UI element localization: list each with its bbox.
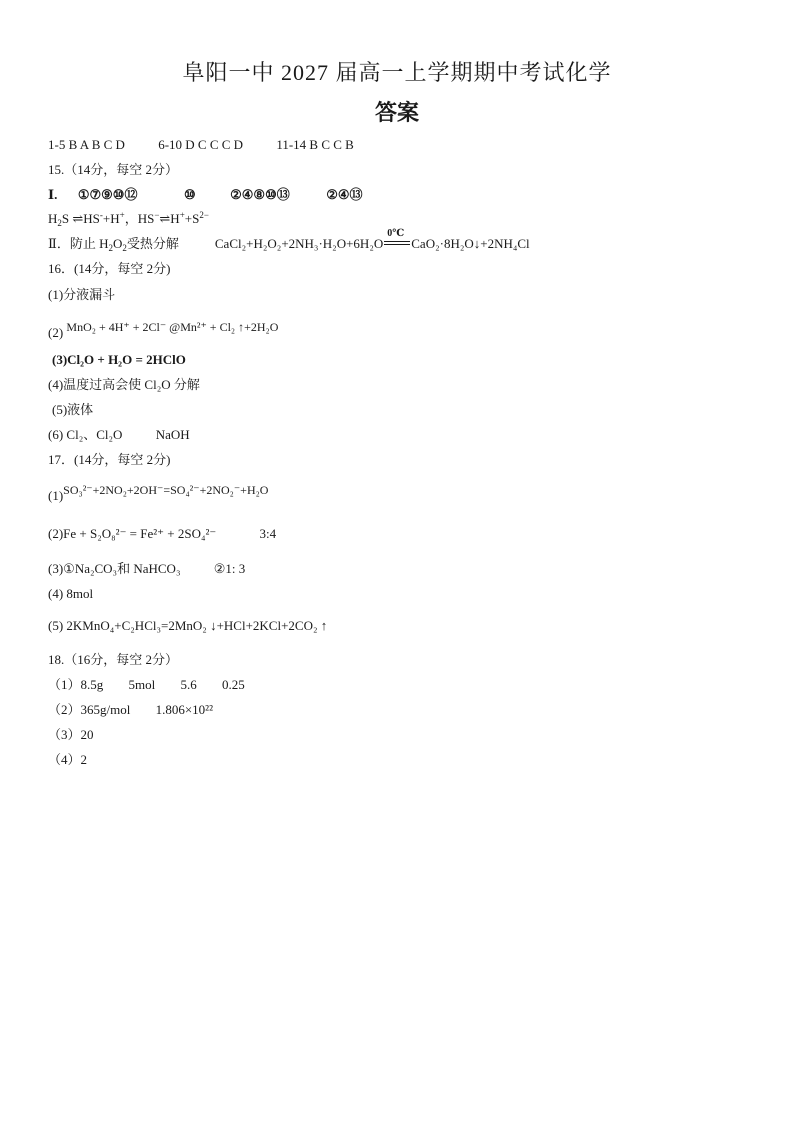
- ion-s-eq: S ⇌HS: [61, 211, 100, 226]
- q17-part5: (5) 2KMnO₄+C₂HCl₃=2MnO₂ ↓+HCl+2KCl+2CO₂ ↑: [48, 618, 328, 633]
- q16-part3: (3)Cl₂O + H₂O = 2HClO: [52, 352, 186, 367]
- mcq-group-2: 6-10 D C C C D: [158, 137, 244, 152]
- ion-h: H: [48, 211, 58, 226]
- mcq-group-3: 11-14 B C C B: [276, 137, 354, 152]
- q17-p3-b: ②1: 3: [213, 561, 246, 576]
- q15-answer-1: ①⑦⑨⑩⑫: [77, 187, 138, 202]
- ion-plus-h: +H: [102, 211, 120, 226]
- q15-answer-4: ②④⑬: [326, 187, 363, 202]
- q15-roman2-text: 受热分解: [126, 236, 179, 251]
- q17-part1: [48, 482, 269, 503]
- q17-part3: [48, 561, 245, 577]
- q18-header: 18.（16分，每空 2分）: [48, 652, 179, 667]
- q18-part2: [48, 702, 213, 718]
- q15-roman2-o: O: [112, 236, 123, 251]
- q17-part2: [48, 526, 276, 542]
- q15-ionization: $H_2S$ ⇌HS-+H+，$HS^-\rightleftharpoons H^++S^{2-}$: [48, 210, 209, 228]
- q17-header: 17．(14分，每空 2分): [48, 452, 171, 467]
- q16-p2-equation: MnO₂ + 4H⁺ + 2Cl⁻ @Mn²⁺ + Cl₂ ↑+2H₂O: [66, 320, 279, 334]
- q16-p6-a: (6) Cl₂、Cl₂O: [48, 427, 123, 442]
- q17-p2-equation: (2)Fe + S₂O₈²⁻ = Fe²⁺ + 2SO₄²⁻: [48, 526, 217, 541]
- q18-p2-a: （2）365g/mol: [48, 702, 131, 717]
- q15-part1: [48, 187, 363, 203]
- q16-part2: [48, 319, 279, 340]
- q15-roman1: Ⅰ.: [48, 187, 58, 202]
- q16-part1: (1)分液漏斗: [48, 287, 116, 302]
- q17-p3-a: (3)①Na₂CO₃和 NaHCO₃: [48, 561, 181, 576]
- q18-p1-c: 5.6: [180, 677, 197, 692]
- mcq-group-1: 1-5 B A B C D: [48, 137, 125, 152]
- q18-part3: （3）20: [48, 727, 94, 742]
- q18-p1-b: 5mol: [128, 677, 156, 692]
- q16-part6: [48, 427, 190, 443]
- page-subtitle: 答案: [374, 101, 419, 126]
- q15-answer-2: ⑩: [183, 187, 196, 202]
- q16-part5: (5)液体: [52, 402, 94, 417]
- ion-eq-h: ⇌H: [159, 211, 180, 226]
- q18-part1: [48, 677, 245, 693]
- q18-p1-a: （1）8.5g: [48, 677, 104, 692]
- q18-p1-d: 0.25: [222, 677, 245, 692]
- ion-hs: ，HS: [124, 211, 155, 226]
- reaction-condition: [383, 228, 411, 252]
- mcq-answers: [48, 137, 354, 153]
- q15-equation-right: CaO₂·8H₂O↓+2NH₄Cl: [411, 236, 530, 251]
- q16-header: 16．(14分，每空 2分): [48, 261, 171, 276]
- q16-part4: (4)温度过高会使 Cl₂O 分解: [48, 377, 200, 392]
- q17-p1-equation: SO₃²⁻+2NO₂+2OH⁻=SO₄²⁻+2NO₂⁻+H₂O: [63, 483, 269, 497]
- q18-part4: （4）2: [48, 752, 88, 767]
- q16-p2-label: (2): [48, 325, 64, 340]
- q15-header: 15.（14分，每空 2分）: [48, 162, 179, 177]
- q16-p6-b: NaOH: [155, 427, 190, 442]
- q17-p2-ratio: 3:4: [259, 526, 277, 541]
- q15-part2: Ⅱ．防止 $H_2O_2$受热分解 CaCl₂+H₂O₂+2NH₃·H₂O+6H₂O 0℃ CaO₂·8H₂O↓+2NH₄Cl: [48, 228, 530, 253]
- page-title: 阜阳一中 2027 届高一上学期期中考试化学: [182, 60, 612, 85]
- q15-equation-left: CaCl₂+H₂O₂+2NH₃·H₂O+6H₂O: [214, 236, 384, 251]
- q15-answer-3: ②④⑧⑩⑬: [230, 187, 290, 202]
- condition-label: 0℃: [387, 228, 405, 239]
- ion-s2: +S: [184, 211, 200, 226]
- q18-p2-b: 1.806×10²²: [155, 702, 213, 717]
- q15-roman2: Ⅱ．防止 H: [48, 236, 109, 251]
- q17-p1-label: (1): [48, 488, 64, 503]
- q17-part4: (4) 8mol: [48, 586, 94, 601]
